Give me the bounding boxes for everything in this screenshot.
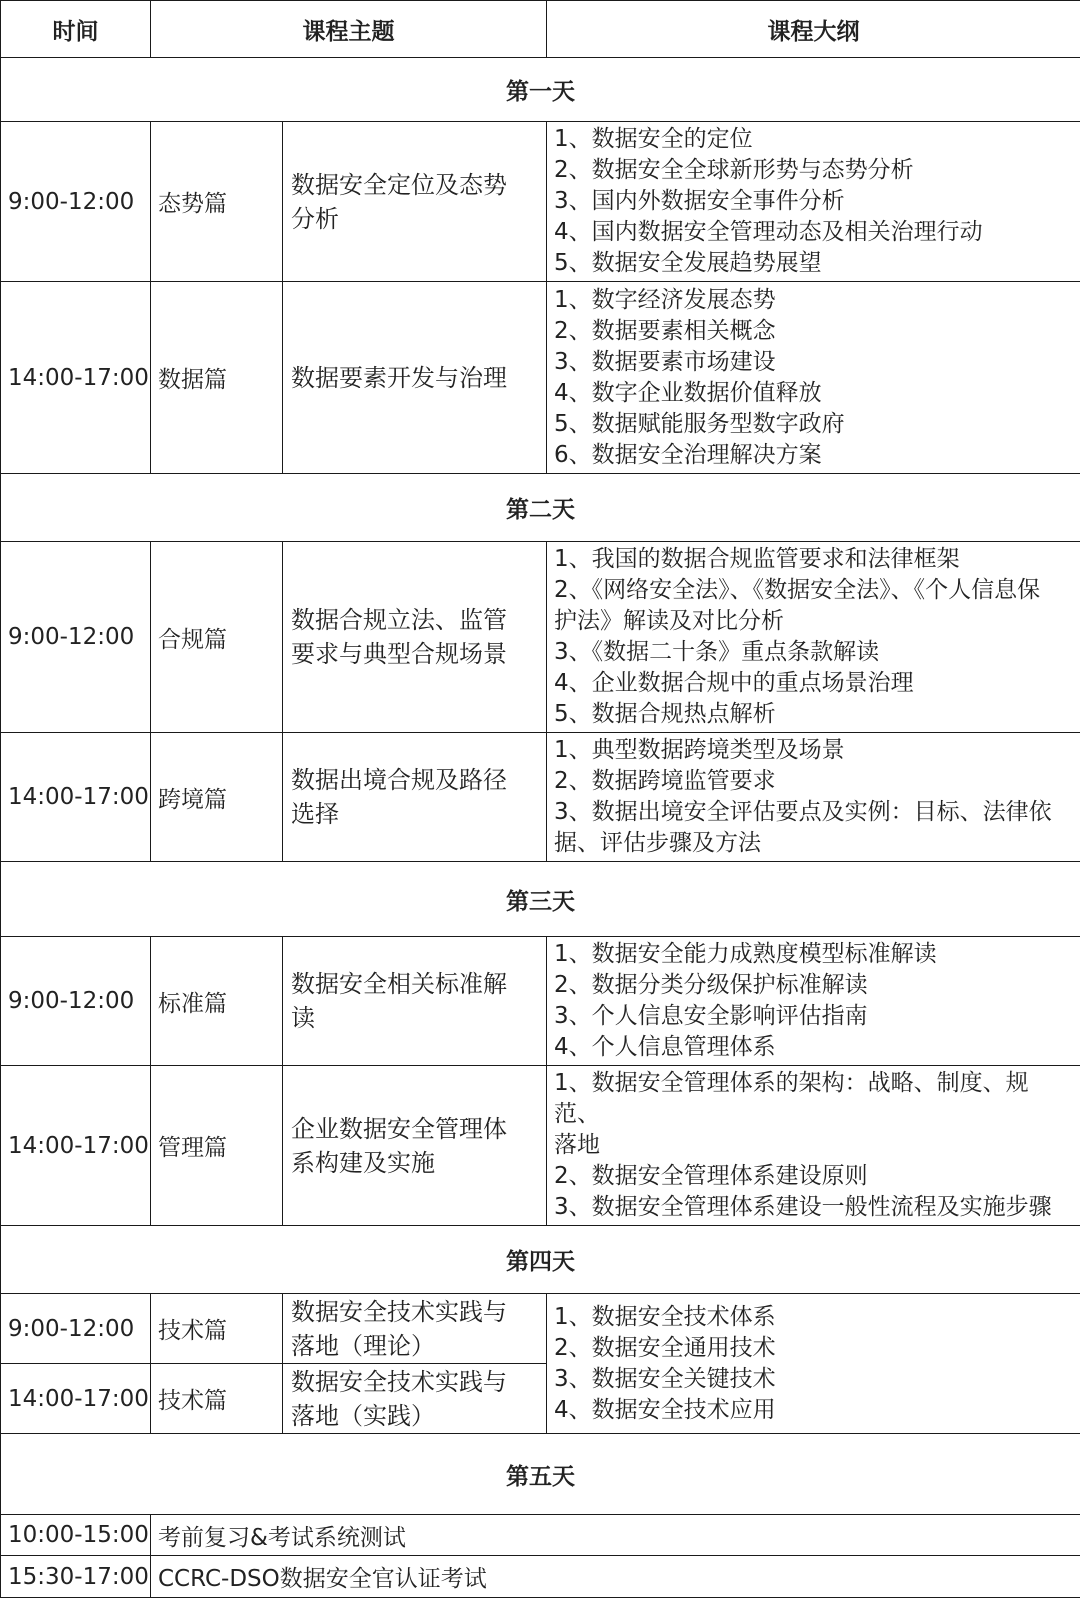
outline-item: 5、数据安全发展趋势展望 xyxy=(554,248,1074,279)
session-outline xyxy=(547,122,1080,282)
outline-item: 2、数据分类分级保护标准解读 xyxy=(554,970,1074,1001)
topic-line: 企业数据安全管理体 xyxy=(291,1112,538,1146)
outline-item: 1、数字经济发展态势 xyxy=(554,285,1074,316)
outline-item: 护法》解读及对比分析 xyxy=(554,606,1074,637)
session-row xyxy=(1,122,1080,282)
day-label: 第五天 xyxy=(1,1434,1080,1515)
outline-item: 5、数据合规热点解析 xyxy=(554,699,1074,730)
topic-line: 数据要素开发与治理 xyxy=(291,361,538,395)
session-row xyxy=(1,282,1080,474)
outline-item: 3、数据出境安全评估要点及实例：目标、法律依 xyxy=(554,797,1074,828)
session-time: 10:00-15:00 xyxy=(1,1515,151,1556)
session-category: 技术篇 xyxy=(151,1294,283,1364)
session-row xyxy=(1,1294,1080,1364)
session-category: 管理篇 xyxy=(151,1066,283,1226)
session-category: 跨境篇 xyxy=(151,733,283,862)
session-topic xyxy=(283,937,547,1066)
outline-item: 3、《数据二十条》重点条款解读 xyxy=(554,637,1074,668)
session-topic xyxy=(283,282,547,474)
day-row xyxy=(1,474,1080,542)
day-row xyxy=(1,1434,1080,1515)
session-time: 9:00-12:00 xyxy=(1,937,151,1066)
day-label: 第二天 xyxy=(1,474,1080,542)
outline-item: 4、国内数据安全管理动态及相关治理行动 xyxy=(554,217,1074,248)
header-outline: 课程大纲 xyxy=(547,1,1080,58)
session-topic xyxy=(283,733,547,862)
outline-item: 2、数据安全全球新形势与态势分析 xyxy=(554,155,1074,186)
outline-item: 3、数据要素市场建设 xyxy=(554,347,1074,378)
session-category: 标准篇 xyxy=(151,937,283,1066)
outline-item: 2、数据要素相关概念 xyxy=(554,316,1074,347)
outline-item: 3、数据安全管理体系建设一般性流程及实施步骤 xyxy=(554,1192,1074,1223)
session-time: 14:00-17:00 xyxy=(1,1364,151,1434)
topic-line: 系构建及实施 xyxy=(291,1146,538,1180)
exam-row xyxy=(1,1515,1080,1556)
session-outline xyxy=(547,542,1080,733)
outline-item: 1、数据安全技术体系 xyxy=(554,1302,1074,1333)
outline-item: 4、数据安全技术应用 xyxy=(554,1395,1074,1426)
session-row xyxy=(1,1066,1080,1226)
outline-item: 4、企业数据合规中的重点场景治理 xyxy=(554,668,1074,699)
session-time: 9:00-12:00 xyxy=(1,122,151,282)
outline-item: 1、典型数据跨境类型及场景 xyxy=(554,735,1074,766)
header-topic: 课程主题 xyxy=(151,1,547,58)
session-category: 技术篇 xyxy=(151,1364,283,1434)
session-category: 合规篇 xyxy=(151,542,283,733)
session-outline xyxy=(547,937,1080,1066)
topic-line: 数据安全定位及态势 xyxy=(291,168,538,202)
session-title: 考前复习&考试系统测试 xyxy=(151,1515,1080,1556)
day-row xyxy=(1,862,1080,937)
session-title: CCRC-DSO数据安全官认证考试 xyxy=(151,1556,1080,1598)
outline-item: 1、数据安全管理体系的架构：战略、制度、规范、 xyxy=(554,1068,1074,1130)
session-time: 14:00-17:00 xyxy=(1,1066,151,1226)
session-topic xyxy=(283,542,547,733)
topic-line: 数据合规立法、监管 xyxy=(291,603,538,637)
session-outline xyxy=(547,733,1080,862)
session-category: 态势篇 xyxy=(151,122,283,282)
outline-item: 4、个人信息管理体系 xyxy=(554,1032,1074,1063)
session-category: 数据篇 xyxy=(151,282,283,474)
outline-item: 2、数据安全通用技术 xyxy=(554,1333,1074,1364)
session-outline xyxy=(547,1066,1080,1226)
header-time: 时间 xyxy=(1,1,151,58)
day-row xyxy=(1,58,1080,122)
topic-line: 选择 xyxy=(291,797,538,831)
outline-item: 落地 xyxy=(554,1130,1074,1161)
outline-item: 据、评估步骤及方法 xyxy=(554,828,1074,859)
outline-item: 6、数据安全治理解决方案 xyxy=(554,440,1074,471)
outline-item: 3、数据安全关键技术 xyxy=(554,1364,1074,1395)
topic-line: 数据安全技术实践与 xyxy=(291,1295,538,1329)
session-row xyxy=(1,542,1080,733)
day-label: 第一天 xyxy=(1,58,1080,122)
topic-line: 读 xyxy=(291,1001,538,1035)
session-time: 14:00-17:00 xyxy=(1,733,151,862)
session-outline xyxy=(547,282,1080,474)
outline-item: 3、国内外数据安全事件分析 xyxy=(554,186,1074,217)
topic-line: 落地（实践） xyxy=(291,1399,538,1433)
outline-item: 2、数据安全管理体系建设原则 xyxy=(554,1161,1074,1192)
day-row xyxy=(1,1226,1080,1294)
outline-item: 1、数据安全的定位 xyxy=(554,124,1074,155)
outline-item: 3、个人信息安全影响评估指南 xyxy=(554,1001,1074,1032)
outline-item: 2、数据跨境监管要求 xyxy=(554,766,1074,797)
session-time: 14:00-17:00 xyxy=(1,282,151,474)
topic-line: 落地（理论） xyxy=(291,1329,538,1363)
session-row xyxy=(1,937,1080,1066)
outline-item: 4、数字企业数据价值释放 xyxy=(554,378,1074,409)
exam-row xyxy=(1,1556,1080,1598)
session-time: 9:00-12:00 xyxy=(1,542,151,733)
session-time: 15:30-17:00 xyxy=(1,1556,151,1598)
topic-line: 数据安全相关标准解 xyxy=(291,967,538,1001)
outline-item: 1、我国的数据合规监管要求和法律框架 xyxy=(554,544,1074,575)
session-time: 9:00-12:00 xyxy=(1,1294,151,1364)
session-topic xyxy=(283,1294,547,1364)
topic-line: 分析 xyxy=(291,202,538,236)
session-topic xyxy=(283,1364,547,1434)
topic-line: 数据出境合规及路径 xyxy=(291,763,538,797)
session-outline xyxy=(547,1294,1080,1434)
topic-line: 数据安全技术实践与 xyxy=(291,1365,538,1399)
outline-item: 5、数据赋能服务型数字政府 xyxy=(554,409,1074,440)
topic-line: 要求与典型合规场景 xyxy=(291,637,538,671)
header-row xyxy=(1,1,1080,58)
day-label: 第三天 xyxy=(1,862,1080,937)
session-topic xyxy=(283,122,547,282)
day-label: 第四天 xyxy=(1,1226,1080,1294)
outline-item: 1、数据安全能力成熟度模型标准解读 xyxy=(554,939,1074,970)
outline-item: 2、《网络安全法》、《数据安全法》、《个人信息保 xyxy=(554,575,1074,606)
session-topic xyxy=(283,1066,547,1226)
session-row xyxy=(1,733,1080,862)
